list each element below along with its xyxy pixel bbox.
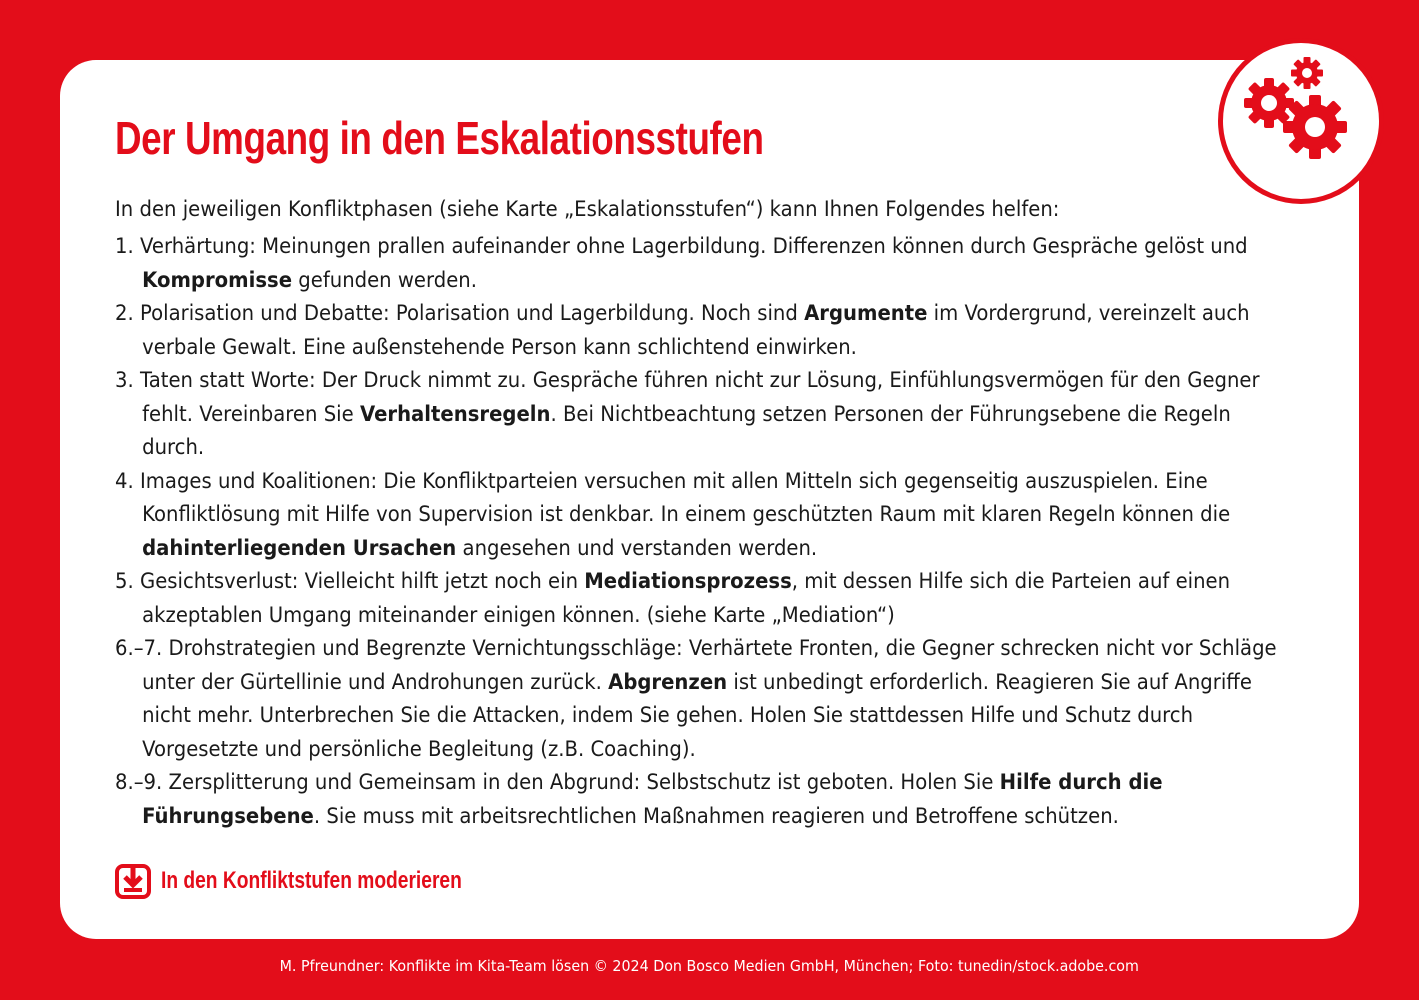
item-keyword: Verhaltensregeln — [359, 401, 551, 426]
item-text: Drohstrategien und Begrenzte Vernichtungsschläge: Verhärtete Fronten, die Gegner schrecken nicht vor Schläge unter der Gürtellinie und Androhungen zurück. — [142, 636, 1277, 694]
item-text: , mit dessen Hilfe sich die Parteien auf einen akzeptablen Umgang miteinander einigen können. (siehe Karte „Mediation“) — [142, 569, 1231, 627]
item-text: Gesichtsverlust: Vielleicht hilft jetzt noch ein — [139, 569, 585, 593]
item-keyword: Kompromisse — [142, 267, 293, 292]
item-text: gefunden werden. — [292, 267, 477, 292]
item-keyword: dahinterliegenden Ursachen — [142, 535, 457, 560]
list-item — [115, 766, 1284, 833]
list-item — [115, 364, 1284, 465]
card-title: Der Umgang in den Eskalationsstufen — [115, 112, 764, 164]
item-keyword: Abgrenzen — [608, 669, 728, 694]
item-text: im Vordergrund, vereinzelt auch verbale Gewalt. Eine außenstehende Person kann schlichtend einwirken. — [142, 301, 1250, 359]
item-number: 1. — [115, 234, 134, 258]
copyright-text: M. Pfreundner: Konflikte im Kita-Team lösen © 2024 Don Bosco Medien GmbH, München; Foto: tunedin/stock.adobe.com — [279, 957, 1140, 975]
intro-text: In den jeweiligen Konfliktphasen (siehe Karte „Eskalationsstufen“) kann Ihnen Folgendes helfen: — [115, 197, 1060, 221]
item-text: Polarisation und Debatte: Polarisation und Lagerbildung. Noch sind — [139, 301, 805, 325]
item-number: 4. — [115, 468, 134, 493]
item-text: angesehen und verstanden werden. — [456, 535, 818, 560]
download-box-icon — [115, 863, 151, 899]
gears-badge — [1218, 38, 1384, 204]
item-text: . Bei Nichtbeachtung setzen Personen der Führungsebene die Regeln durch. — [142, 401, 1231, 459]
list-item — [115, 230, 1284, 297]
item-text: Zersplitterung und Gemeinsam in den Abgrund: Selbstschutz ist geboten. Holen Sie — [168, 770, 1000, 794]
item-number: 2. — [115, 301, 134, 325]
moderate-link[interactable] — [115, 862, 537, 900]
item-number: 3. — [115, 368, 134, 392]
list-item — [115, 632, 1284, 766]
item-text: . Sie muss mit arbeitsrechtlichen Maßnahmen reagieren und Betroffene schützen. — [313, 803, 1119, 828]
item-number: 5. — [115, 569, 134, 593]
item-text: Taten statt Worte: Der Druck nimmt zu. Gespräche führen nicht zur Lösung, Einfühlungsvermögen für den Gegner fehlt. Vereinbaren Sie — [139, 368, 1260, 426]
escalation-list — [115, 230, 1284, 833]
item-keyword: Mediationsprozess — [584, 569, 792, 593]
list-item — [115, 565, 1284, 632]
list-item — [115, 297, 1284, 364]
item-text: Verhärtung: Meinungen prallen aufeinander ohne Lagerbildung. Differenzen können durch Gespräche gelöst und — [139, 234, 1248, 258]
item-number: 8.–9. — [115, 770, 163, 794]
item-keyword: Argumente — [804, 301, 928, 325]
item-text: ist unbedingt erforderlich. Reagieren Sie auf Angriffe nicht mehr. Unterbrechen Sie die Attacken, indem Sie gehen. Holen Sie stattdessen Hilfe und Schutz durch Vorgesetzte und persönliche Begleitung (z.B. Coaching). — [142, 669, 1252, 761]
item-keyword: Hilfe durch die Führungsebene — [142, 770, 1163, 828]
list-item — [115, 465, 1284, 566]
item-number: 6.–7. — [115, 636, 163, 660]
gears-icon — [1223, 43, 1379, 199]
item-text: Images und Koalitionen: Die Konfliktparteien versuchen mit allen Mitteln sich gegenseitig auszuspielen. Eine Konfliktlösung mit Hilfe von Supervision ist denkbar. In einem geschützten Raum mit klaren Regeln können die — [139, 468, 1231, 526]
copyright-footer — [0, 957, 1419, 975]
moderate-link-label[interactable]: In den Konfliktstufen moderieren — [161, 867, 462, 894]
